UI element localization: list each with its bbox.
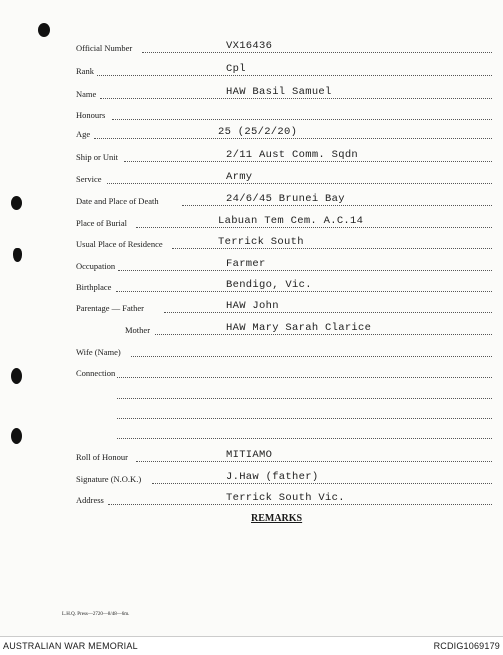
unit-label: Ship or Unit bbox=[76, 152, 119, 162]
dotted-line bbox=[116, 291, 492, 292]
dotted-line bbox=[117, 377, 492, 378]
dotted-line bbox=[108, 504, 492, 505]
occupation-row bbox=[0, 258, 503, 274]
unit-row bbox=[0, 149, 503, 165]
age-value: 25 (25/2/20) bbox=[218, 126, 298, 138]
honours-row bbox=[0, 107, 503, 123]
dotted-line bbox=[152, 483, 492, 484]
birthplace-label: Birthplace bbox=[76, 282, 112, 292]
dotted-line bbox=[118, 270, 492, 271]
mother-value: HAW Mary Sarah Clarice bbox=[226, 322, 372, 334]
address-label: Address bbox=[76, 495, 104, 505]
unit-value: 2/11 Aust Comm. Sqdn bbox=[226, 149, 359, 161]
rank-value: Cpl bbox=[226, 63, 246, 75]
age-label: Age bbox=[76, 129, 91, 139]
dotted-line bbox=[172, 248, 492, 249]
dotted-line bbox=[124, 161, 492, 162]
burial-value: Labuan Tem Cem. A.C.14 bbox=[218, 215, 364, 227]
death-value: 24/6/45 Brunei Bay bbox=[226, 193, 345, 205]
father-value: HAW John bbox=[226, 300, 279, 312]
connection-row bbox=[0, 365, 503, 381]
address-row bbox=[0, 492, 503, 508]
service-label: Service bbox=[76, 174, 102, 184]
name-row bbox=[0, 86, 503, 102]
wife-label: Wife (Name) bbox=[76, 347, 121, 357]
burial-label: Place of Burial bbox=[76, 218, 127, 228]
father-row bbox=[0, 300, 503, 316]
dotted-line bbox=[112, 119, 492, 120]
dotted-line bbox=[94, 138, 492, 139]
signature-label: Signature (N.O.K.) bbox=[76, 474, 142, 484]
connection-label: Connection bbox=[76, 368, 116, 378]
mother-row bbox=[0, 322, 503, 338]
age-row bbox=[0, 126, 503, 142]
connection-extra-line bbox=[117, 418, 492, 419]
remarks-heading: REMARKS bbox=[251, 513, 303, 524]
footer-bar bbox=[0, 636, 503, 655]
dotted-line bbox=[182, 205, 492, 206]
honours-label: Honours bbox=[76, 110, 106, 120]
printer-imprint: L.H.Q. Press—2720—8/48—6m. bbox=[62, 612, 130, 617]
dotted-line bbox=[142, 52, 492, 53]
punch-hole bbox=[38, 23, 50, 37]
burial-row bbox=[0, 215, 503, 231]
footer-record-id: RCDIG1069179 bbox=[433, 641, 500, 651]
punch-hole bbox=[11, 428, 22, 444]
roll-of-honour-value: MITIAMO bbox=[226, 449, 273, 461]
official-number-value: VX16436 bbox=[226, 40, 273, 52]
name-label: Name bbox=[76, 89, 97, 99]
signature-value: J.Haw (father) bbox=[226, 471, 319, 483]
connection-extra-line bbox=[117, 398, 492, 399]
dotted-line bbox=[100, 98, 492, 99]
rank-row bbox=[0, 63, 503, 79]
official-number-label: Official Number bbox=[76, 43, 133, 53]
wife-row bbox=[0, 344, 503, 360]
occupation-value: Farmer bbox=[226, 258, 266, 270]
death-label: Date and Place of Death bbox=[76, 196, 159, 206]
dotted-line bbox=[131, 356, 492, 357]
roll-of-honour-row bbox=[0, 449, 503, 465]
dotted-line bbox=[136, 227, 492, 228]
residence-label: Usual Place of Residence bbox=[76, 239, 163, 249]
dotted-line bbox=[164, 312, 492, 313]
birthplace-row bbox=[0, 279, 503, 295]
rank-label: Rank bbox=[76, 66, 94, 76]
footer-institution: AUSTRALIAN WAR MEMORIAL bbox=[3, 641, 138, 651]
father-label: Parentage — Father bbox=[76, 303, 144, 313]
residence-value: Terrick South bbox=[218, 236, 304, 248]
signature-row bbox=[0, 471, 503, 487]
service-value: Army bbox=[226, 171, 253, 183]
roll-of-honour-label: Roll of Honour bbox=[76, 452, 128, 462]
connection-extra-line bbox=[117, 438, 492, 439]
name-value: HAW Basil Samuel bbox=[226, 86, 332, 98]
dotted-line bbox=[136, 461, 492, 462]
dotted-line bbox=[97, 75, 492, 76]
residence-row bbox=[0, 236, 503, 252]
dotted-line bbox=[155, 334, 492, 335]
service-row bbox=[0, 171, 503, 187]
address-value: Terrick South Vic. bbox=[226, 492, 345, 504]
dotted-line bbox=[107, 183, 492, 184]
occupation-label: Occupation bbox=[76, 261, 116, 271]
official-number-row bbox=[0, 40, 503, 56]
death-row bbox=[0, 193, 503, 209]
birthplace-value: Bendigo, Vic. bbox=[226, 279, 312, 291]
mother-label: Mother bbox=[125, 325, 151, 335]
